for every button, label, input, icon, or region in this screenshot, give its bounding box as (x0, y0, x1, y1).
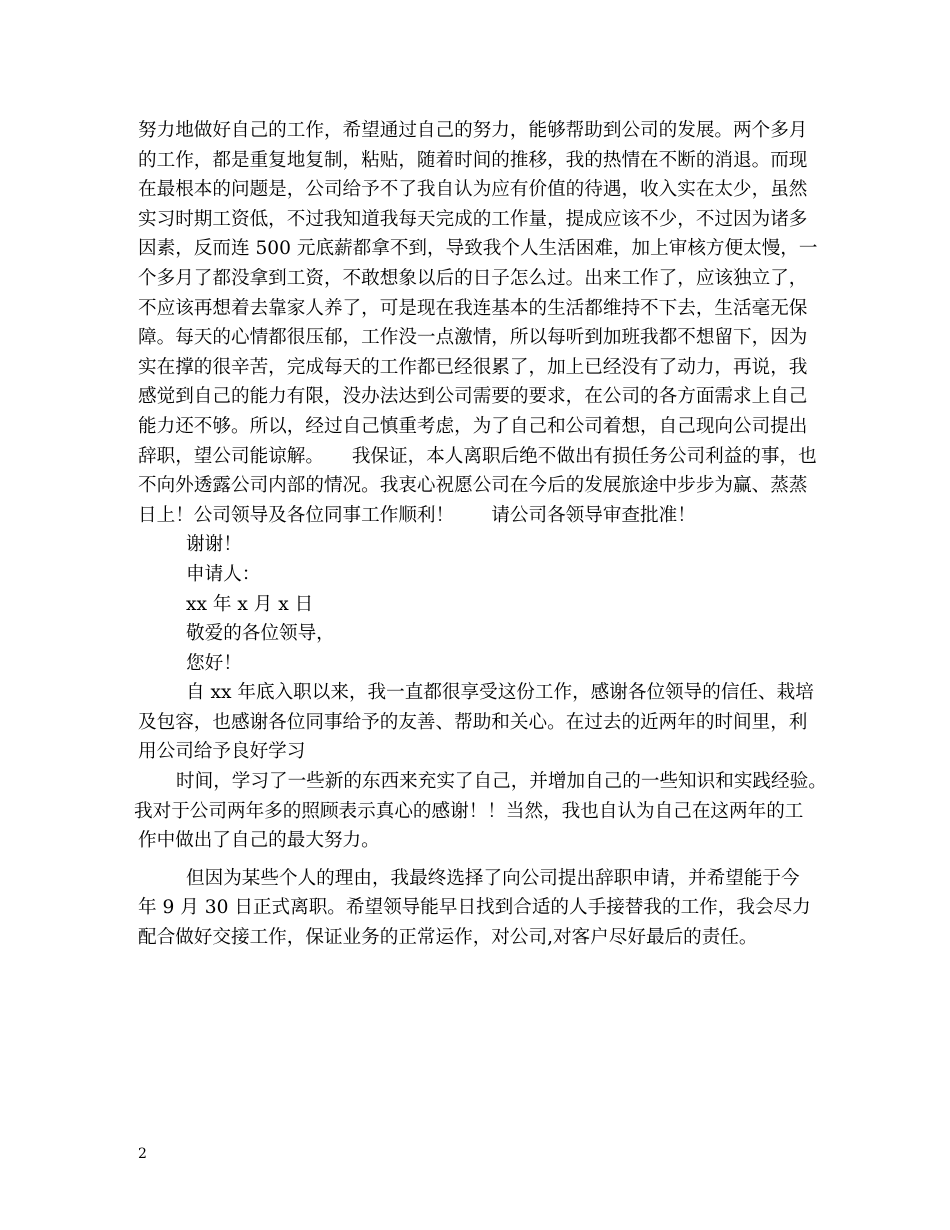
text-line: 作中做出了自己的最大努力。 (138, 830, 380, 852)
document-body (134, 116, 828, 953)
text-line: 不向外透露公司内部的情况。我衷心祝愿公司在今后的发展旅途中步步为赢、蒸蒸 (138, 475, 808, 497)
text-line: 努力地做好自己的工作，希望通过自己的努力，能够帮助到公司的发展。两个多月 (138, 120, 808, 141)
text-line: 时间，学习了一些新的东西来充实了自己，并增加自己的一些知识和实践经验。 (176, 771, 827, 793)
date-line: xx 年 x 月 x 日 (186, 593, 314, 615)
text-line: 用公司给予良好学习 (138, 741, 306, 763)
salutation: 敬爱的各位领导， (186, 623, 335, 645)
closing-thanks: 谢谢！ (186, 534, 242, 556)
text-line: 我对于公司两年多的照顾表示真心的感谢！！当然，我也自认为自己在这两年的工 (134, 800, 804, 822)
text-line: 配合做好交接工作，保证业务的正常运作，对公司,对客户尽好最后的责任。 (138, 927, 758, 949)
page-number: 2 (138, 1146, 147, 1162)
text-line: 实在撑的很辛苦，完成每天的工作都已经很累了，加上已经没有了动力，再说，我 (138, 356, 808, 378)
text-line: 日上！公司领导及各位同事工作顺利！ 请公司各领导审查批准！ (138, 504, 696, 526)
text-line: 辞职，望公司能谅解。 我保证，本人离职后绝不做出有损任务公司利益的事，也 (138, 445, 817, 467)
text-line: 的工作，都是重复地复制，粘贴，随着时间的推移，我的热情在不断的消退。而现 (138, 149, 808, 171)
text-line: 在最根本的问题是，公司给予不了我自认为应有价值的待遇，收入实在太少，虽然 (138, 179, 808, 201)
text-line: 不应该再想着去靠家人养了，可是现在我连基本的生活都维持不下去，生活毫无保 (138, 297, 808, 319)
text-line: 及包容，也感谢各位同事给予的友善、帮助和关心。在过去的近两年的时间里，利 (138, 711, 808, 733)
applicant-label: 申请人： (186, 563, 261, 585)
text-line: 自 xx 年底入职以来，我一直都很享受这份工作，感谢各位领导的信任、栽培 (186, 682, 814, 704)
text-line: 因素，反而连 500 元底薪都拿不到，导致我个人生活困难，加上审核方便太慢，一 (138, 238, 818, 260)
text-line: 感觉到自己的能力有限，没办法达到公司需要的要求，在公司的各方面需求上自己 (138, 386, 808, 408)
text-line: 障。每天的心情都很压郁，工作没一点激情，所以每听到加班我都不想留下，因为 (138, 327, 808, 349)
text-line: 但因为某些个人的理由，我最终选择了向公司提出辞职申请，并希望能于今 (186, 867, 800, 889)
text-line: 实习时期工资低，不过我知道我每天完成的工作量，提成应该不少，不过因为诸多 (138, 208, 808, 230)
text-line: 个多月了都没拿到工资，不敢想象以后的日子怎么过。出来工作了，应该独立了， (138, 267, 808, 289)
text-line: 年 9 月 30 日正式离职。希望领导能早日找到合适的人手接替我的工作，我会尽力 (138, 897, 811, 919)
text-line: 能力还不够。所以，经过自己慎重考虑，为了自己和公司着想，自己现向公司提出 (138, 415, 808, 437)
greeting: 您好！ (186, 652, 242, 674)
